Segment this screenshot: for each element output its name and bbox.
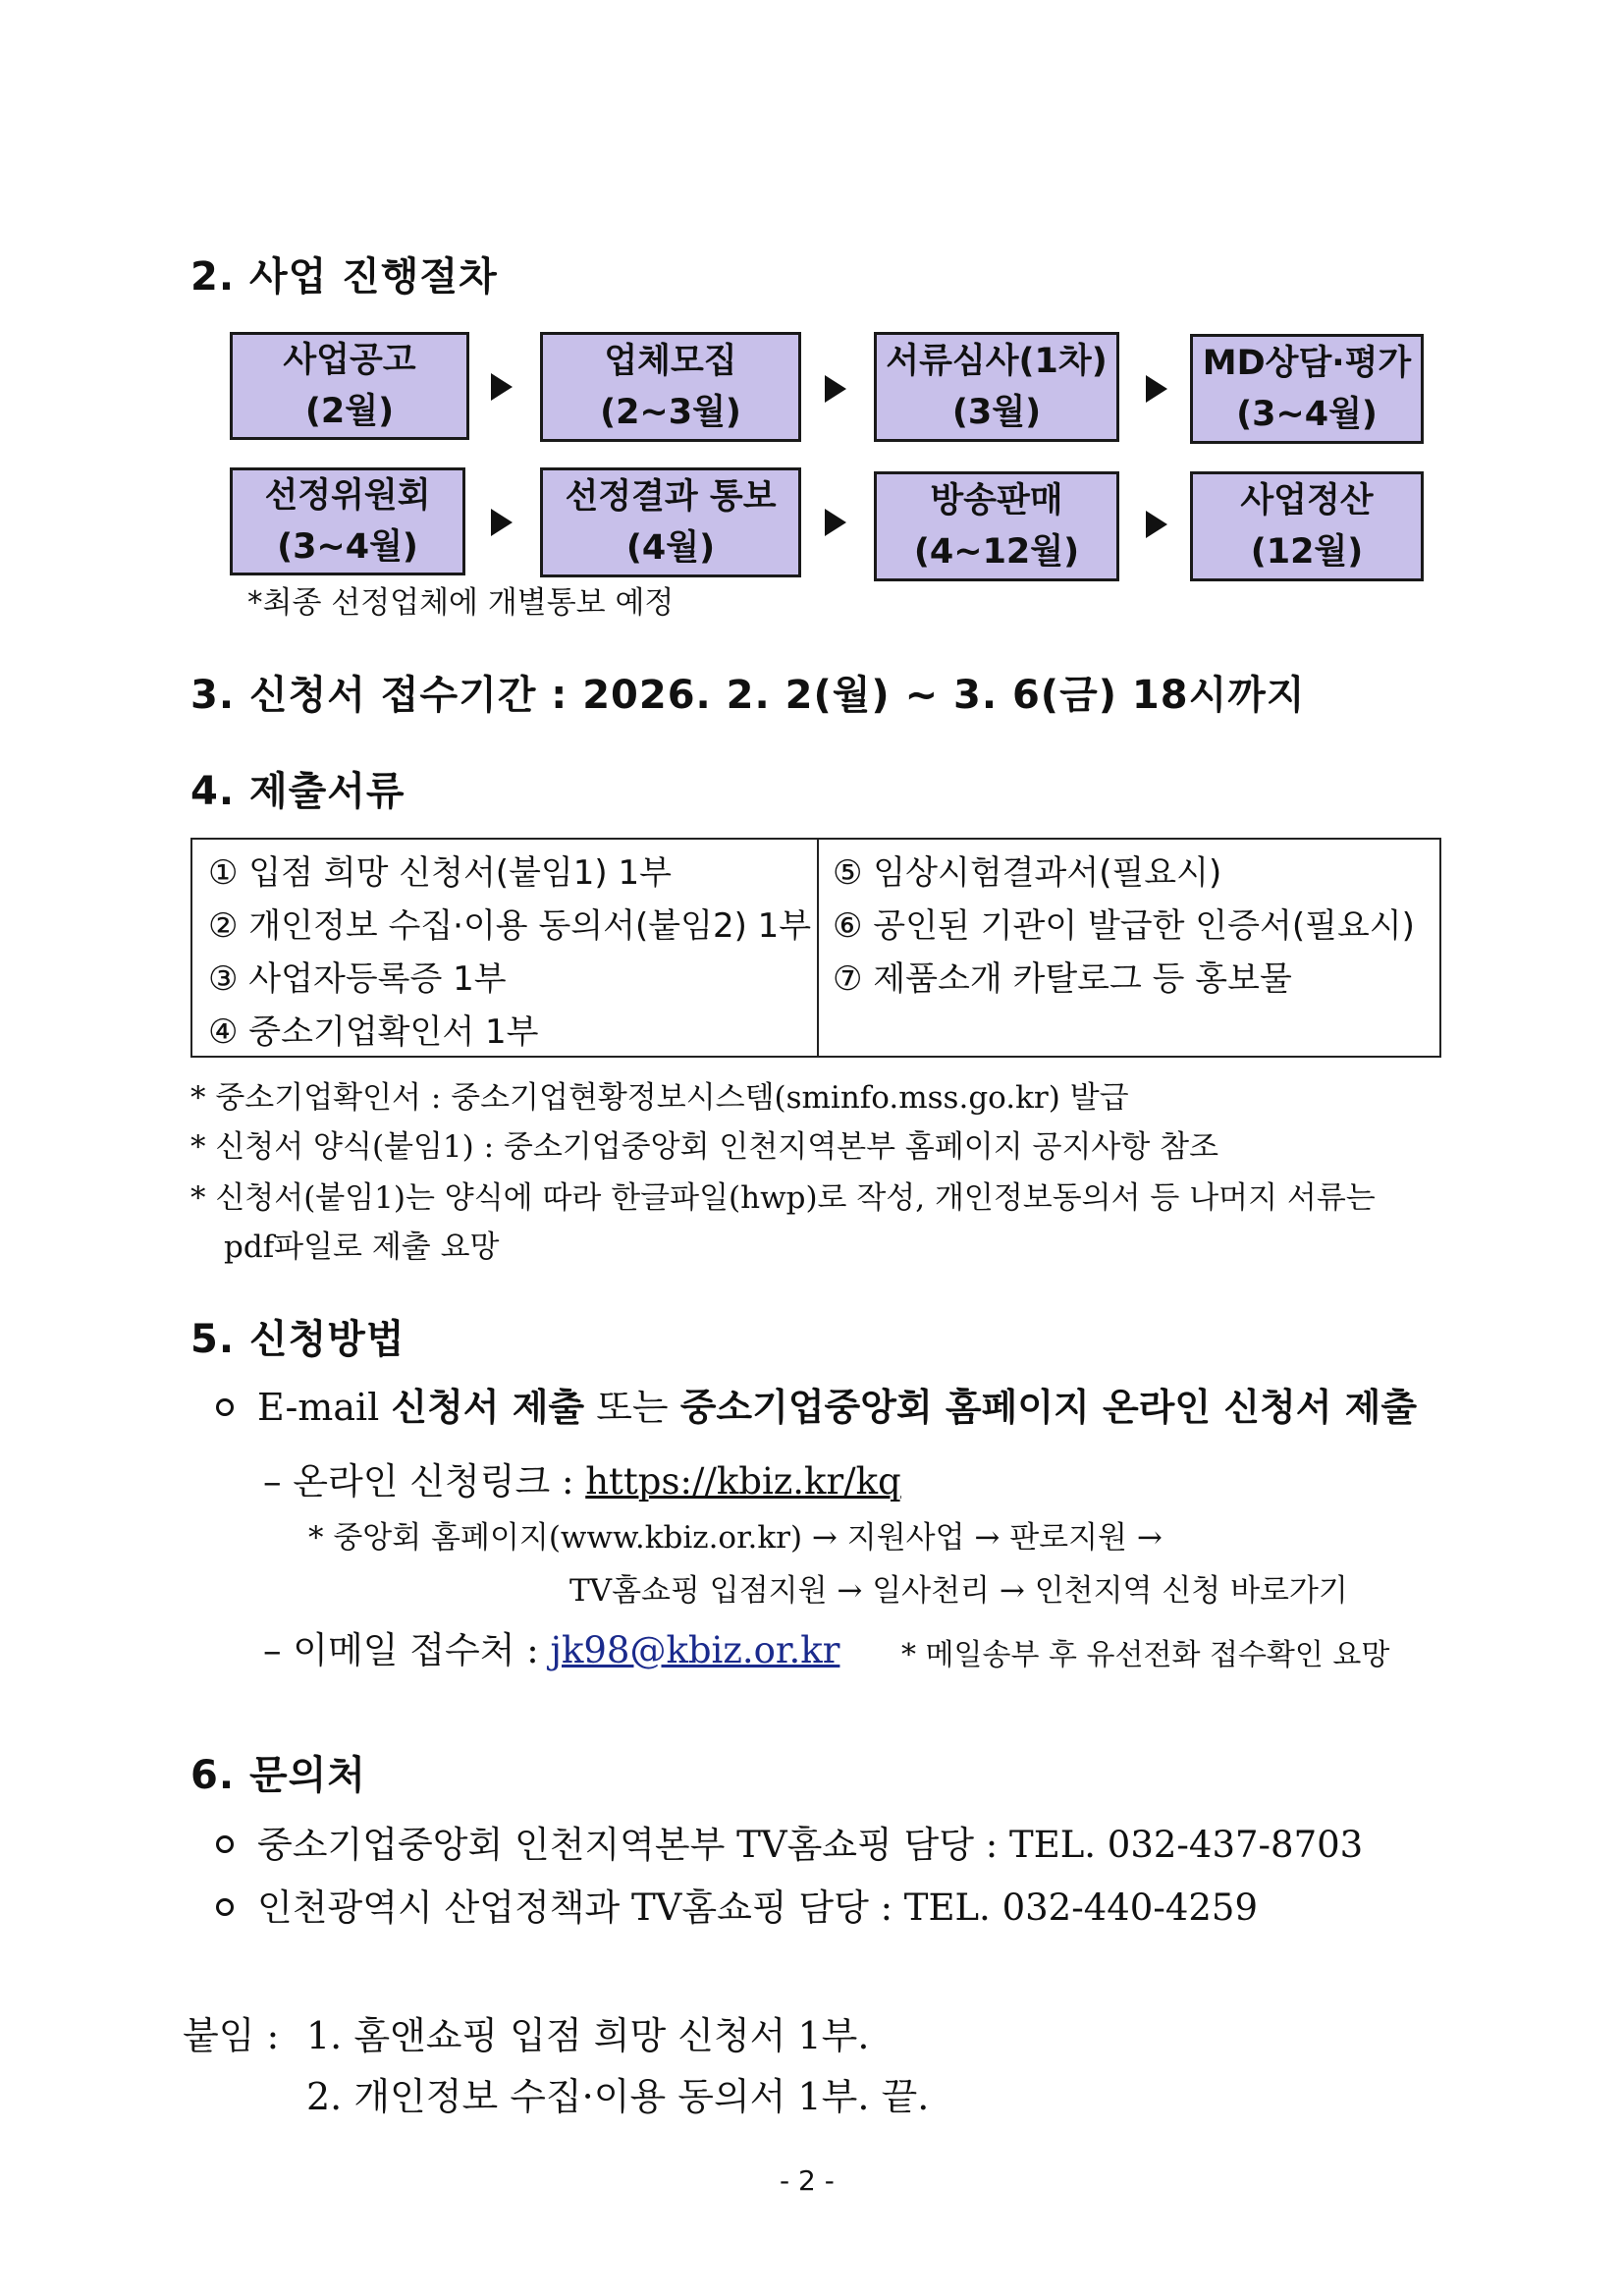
documents-table [190,838,1441,1058]
arrow-right-icon [825,375,846,403]
doc-item-2: ② 개인정보 수집·이용 동의서(붙임2) 1부 [208,906,812,946]
step-period: (4~12월) [913,532,1080,572]
step-name: 업체모집 [604,342,737,381]
arrow-right-icon [491,373,513,401]
attachment-item-1: 1. 홈앤쇼핑 입점 희망 신청서 1부. [306,2014,870,2057]
step-name: 사업정산 [1240,481,1374,520]
step-name: 선정위원회 [264,476,431,516]
contact-1-text: 중소기업중앙회 인천지역본부 TV홈쇼핑 담당 : TEL. 032-437-8703 [257,1824,1364,1866]
section4-title: 4. 제출서류 [190,769,406,814]
arrow-right-icon [491,509,513,536]
step-name: 사업공고 [283,341,416,380]
method-part4: 중소기업중앙회 홈페이지 온라인 신청서 제출 [679,1385,1418,1429]
online-link[interactable]: https://kbiz.kr/kq [585,1460,901,1503]
step-box-7 [874,471,1119,581]
step-box-3 [874,332,1119,442]
path-line-2: TV홈쇼핑 입점지원 → 일사천리 → 인천지역 신청 바로가기 [569,1573,1348,1609]
step-name: 선정결과 통보 [565,477,777,517]
doc-item-6: ⑥ 공인된 기관이 발급한 인증서(필요시) [833,906,1415,946]
circle-bullet-icon [216,1898,234,1916]
page-number: - 2 - [780,2164,835,2197]
step-name: 방송판매 [930,481,1063,520]
attachments-label: 붙임 : [183,2014,280,2057]
step-name: 서류심사(1차) [886,342,1108,381]
step-period: (2월) [304,392,395,431]
doc-item-7: ⑦ 제품소개 카탈로그 등 홍보물 [833,959,1292,999]
email-link[interactable]: jk98@kbiz.or.kr [550,1629,840,1671]
step-box-5 [230,467,465,575]
section2-title: 2. 사업 진행절차 [190,254,498,300]
online-link-label: – 온라인 신청링크 : [263,1460,586,1503]
doc-note-3: * 신청서(붙임1)는 양식에 따라 한글파일(hwp)로 작성, 개인정보동의서 등 나머지 서류는 [190,1180,1376,1216]
method-part1: E-mail [257,1386,392,1429]
doc-item-5: ⑤ 임상시험결과서(필요시) [833,853,1222,893]
email-note: * 메일송부 후 유선전화 접수확인 요망 [901,1638,1390,1672]
circle-bullet-icon [216,1835,234,1853]
step-period: (3~4월) [277,527,418,567]
step-name: MD상담·평가 [1202,344,1412,383]
doc-item-1: ① 입점 희망 신청서(붙임1) 1부 [208,853,672,893]
step-box-4 [1190,334,1424,444]
step-box-8 [1190,471,1424,581]
step-period: (12월) [1250,532,1364,572]
attachment-item-2: 2. 개인정보 수집·이용 동의서 1부. 끝. [306,2075,930,2118]
doc-note-2: * 신청서 양식(붙임1) : 중소기업중앙회 인천지역본부 홈페이지 공지사항 참조 [190,1129,1219,1165]
arrow-right-icon [825,509,846,536]
path-line-1: * 중앙회 홈페이지(www.kbiz.or.kr) → 지원사업 → 판로지원 → [308,1520,1163,1556]
arrow-right-icon [1146,375,1167,403]
method-part2: 신청서 제출 [391,1385,585,1429]
online-link-line [263,1451,901,1504]
section2-note: *최종 선정업체에 개별통보 예정 [247,585,675,621]
step-box-6 [540,467,801,577]
section3-title: 3. 신청서 접수기간 : 2026. 2. 2(월) ~ 3. 6(금) 18시까지 [190,673,1306,718]
email-line [263,1620,839,1673]
step-box-1 [230,332,469,440]
step-box-2 [540,332,801,442]
method-part3: 또는 [584,1386,680,1429]
section5-title: 5. 신청방법 [190,1317,406,1362]
step-period: (3~4월) [1236,395,1378,434]
doc-note-1: * 중소기업확인서 : 중소기업현황정보시스템(sminfo.mss.go.kr) 발급 [190,1080,1129,1116]
email-label: – 이메일 접수처 : [263,1629,551,1671]
step-period: (4월) [625,528,716,568]
step-period: (2~3월) [600,393,741,432]
doc-note-4: pdf파일로 제출 요망 [224,1230,500,1265]
arrow-right-icon [1146,511,1167,538]
doc-item-4: ④ 중소기업확인서 1부 [208,1012,539,1052]
step-period: (3월) [951,393,1042,432]
table-divider [817,840,819,1056]
contact-1 [216,1815,1363,1868]
doc-item-3: ③ 사업자등록증 1부 [208,959,507,999]
contact-2 [216,1878,1258,1931]
section6-title: 6. 문의처 [190,1753,366,1798]
circle-bullet-icon [216,1398,234,1416]
method-line [216,1377,1417,1431]
contact-2-text: 인천광역시 산업정책과 TV홈쇼핑 담당 : TEL. 032-440-4259 [257,1886,1258,1929]
